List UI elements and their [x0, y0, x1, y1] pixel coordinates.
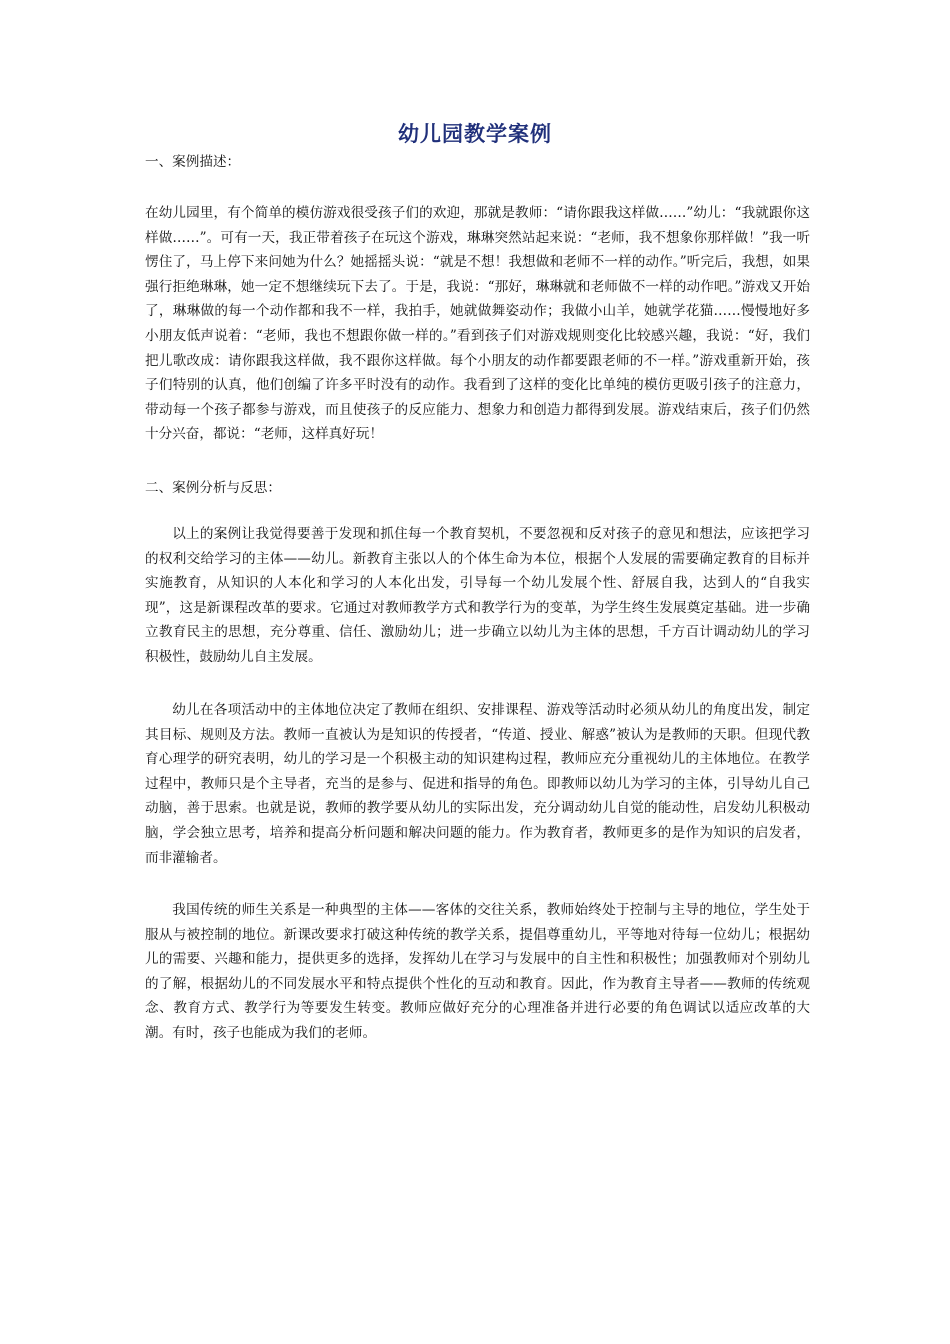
analysis-paragraph-3: 我国传统的师生关系是一种典型的主体——客体的交往关系，教师始终处于控制与主导的地位，学生处于服从与被控制的地位。新课改要求打破这种传统的教学关系，提倡尊重幼儿，平等地对待每一位幼儿；根据幼儿的需要、兴趣和能力，提供更多的选择，发挥幼儿在学习与发展中的自主性和积极性；加强教师对个别幼儿的了解，根据幼儿的不同发展水平和特点提供个性化的互动和教育。因此，作为教育主导者——教师的传统观念、教育方式、教学行为等要发生转变。教师应做好充分的心理准备并进行必要的角色调试以适应改革的大潮。有时，孩子也能成为我们的老师。 — [145, 902, 810, 1041]
analysis-paragraph-1: 以上的案例让我觉得要善于发现和抓住每一个教育契机，不要忽视和反对孩子的意见和想法，应该把学习的权利交给学习的主体——幼儿。新教育主张以人的个体生命为本位，根据个人发展的需要确定教育的目标并实施教育，从知识的人本化和学习的人本化出发，引导每一个幼儿发展个性、舒展自我，达到人的“自我实现”，这是新课程改革的要求。它通过对教师教学方式和教学行为的变革，为学生终生发展奠定基础。进一步确立教育民主的思想，充分尊重、信任、激励幼儿；进一步确立以幼儿为主体的思想，千方百计调动幼儿的学习积极性，鼓励幼儿自主发展。 — [145, 526, 810, 665]
case-description-paragraph: 在幼儿园里，有个简单的模仿游戏很受孩子们的欢迎，那就是教师：“请你跟我这样做……”幼儿：“我就跟你这样做……”。可有一天，我正带着孩子在玩这个游戏，琳琳突然站起来说：“老师，我不想象你那样做！”我一听愣住了，马上停下来问她为什么？她摇摇头说：“就是不想！我想做和老师不一样的动作。”听完后，我想，如果强行拒绝琳琳，她一定不想继续玩下去了。于是，我说：“那好，琳琳就和老师做不一样的动作吧。”游戏又开始了，琳琳做的每一个动作都和我不一样，我拍手，她就做舞姿动作；我做小山羊，她就学花猫……慢慢地好多小朋友低声说着：“老师，我也不想跟你做一样的。”看到孩子们对游戏规则变化比较感兴趣，我说：“好，我们把儿歌改成：请你跟我这样做，我不跟你这样做。每个小朋友的动作都要跟老师的不一样。”游戏重新开始，孩子们特别的认真，他们创编了许多平时没有的动作。我看到了这样的变化比单纯的模仿更吸引孩子的注意力，带动每一个孩子都参与游戏，而且使孩子的反应能力、想象力和创造力都得到发展。游戏结束后，孩子们仍然十分兴奋，都说：“老师，这样真好玩！ — [145, 205, 810, 443]
section-heading-case-description: 一、案例描述： — [145, 154, 241, 170]
analysis-paragraph-2: 幼儿在各项活动中的主体地位决定了教师在组织、安排课程、游戏等活动时必须从幼儿的角度出发，制定其目标、规则及方法。教师一直被认为是知识的传授者，“传道、授业、解惑”被认为是教师的天职。但现代教育心理学的研究表明，幼儿的学习是一个积极主动的知识建构过程，教师应充分重视幼儿的主体地位。在教学过程中，教师只是个主导者，充当的是参与、促进和指导的角色。即教师以幼儿为学习的主体，引导幼儿自己动脑，善于思索。也就是说，教师的教学要从幼儿的实际出发，充分调动幼儿自觉的能动性，启发幼儿积极动脑，学会独立思考，培养和提高分析问题和解决问题的能力。作为教育者，教师更多的是作为知识的启发者，而非灌输者。 — [145, 702, 810, 866]
document-title: 幼儿园教学案例 — [398, 122, 552, 146]
section-heading-analysis-reflection: 二、案例分析与反思： — [145, 480, 281, 496]
